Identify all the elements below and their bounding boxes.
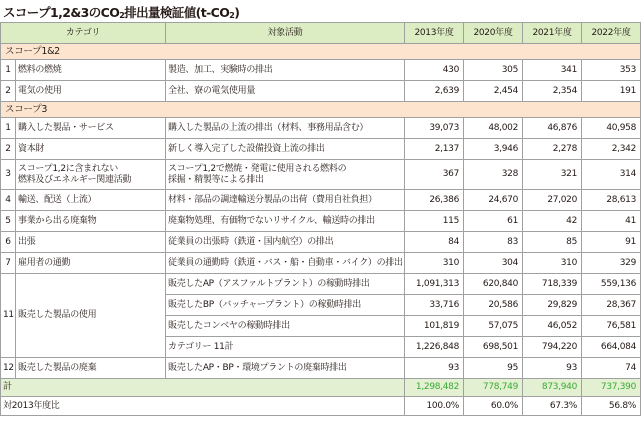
table-row: 12 販売した製品の廃棄 販売したAP・BP・環境プラントの廃棄時排出 93 95 93 74 — [1, 358, 641, 379]
table-row: 11 販売した製品の使用 販売したAP（アスファルトプラント）の稼動時排出 1,091,313 620,840 718,339 559,136 — [1, 274, 641, 295]
table-row: 2 資本財 新しく導入完了した設備投資上流の排出 2,137 3,946 2,278 2,342 — [1, 139, 641, 160]
table-row: 1 購入した製品・サービス 購入した製品の上流の排出（材料、事務用品含む） 39,073 48,002 46,876 40,958 — [1, 118, 641, 139]
table-row: カテゴリー 11計 1,226,848 698,501 794,220 664,084 — [1, 337, 641, 358]
table-row: 7 雇用者の通勤 従業員の通勤時（鉄道・バス・船・自動車・バイク）の排出 310 304 310 329 — [1, 253, 641, 274]
header-row — [1, 23, 641, 44]
ratio-row: 対2013年度比 100.0% 60.0% 67.3% 56.8% — [1, 397, 641, 416]
header-activity: 対象活動 — [166, 23, 405, 44]
section-scope12: スコープ1&2 — [1, 44, 641, 60]
header-2020: 2020年度 — [464, 23, 523, 44]
table-row: 6 出張 従業員の出張時（鉄道・国内航空）の排出 84 83 85 91 — [1, 232, 641, 253]
table-row: 販売したBP（バッチャープラント）の稼動時排出 33,716 20,586 29,829 28,367 — [1, 295, 641, 316]
page-title: スコープ1,2&3の$CO_2$排出量検証値$(t-CO_2)$ — [3, 5, 240, 20]
table-row: 販売したコンベヤの稼動時排出 101,819 57,075 46,052 76,581 — [1, 316, 641, 337]
header-2013: 2013年度 — [405, 23, 464, 44]
header-category: カテゴリ — [1, 23, 166, 44]
header-2021: 2021年度 — [523, 23, 582, 44]
header-2022: 2022年度 — [582, 23, 641, 44]
table-row: 3 スコープ1,2に含まれない 燃料及びエネルギー関連活動 スコープ1,2で燃焼・発電に使用される燃料の 採掘・精製等による排出 367 328 321 314 — [1, 160, 641, 190]
section-scope3: スコープ3 — [1, 102, 641, 118]
table-row: 2 電気の使用 全社、寮の電気使用量 2,639 2,454 2,354 191 — [1, 81, 641, 102]
table-row: 4 輸送、配送（上流） 材料・部品の調達輸送分製品の出荷（費用自社負担） 26,386 24,670 27,020 28,613 — [1, 190, 641, 211]
total-row: 計 1,298,482 778,749 873,940 737,390 — [1, 379, 641, 397]
table-row: 1 燃料の燃焼 製造、加工、実験時の排出 430 305 341 353 — [1, 60, 641, 81]
table-row: 5 事業から出る廃棄物 廃棄物処理、有価物でないリサイクル、輸送時の排出 115 61 42 41 — [1, 211, 641, 232]
emissions-table — [0, 22, 641, 416]
